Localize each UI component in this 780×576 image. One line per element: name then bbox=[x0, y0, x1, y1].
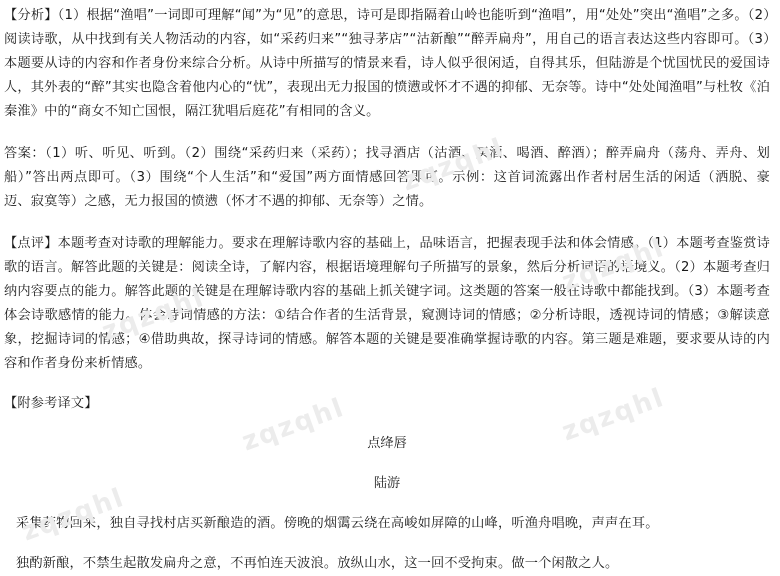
watermark: zqzqhl bbox=[98, 282, 209, 348]
spacer bbox=[4, 416, 770, 432]
spacer bbox=[4, 536, 770, 552]
watermark: zqzqhl bbox=[398, 132, 509, 198]
spacer bbox=[4, 214, 770, 232]
watermark: zqzqhl bbox=[558, 232, 669, 298]
poem-author: 陆游 bbox=[373, 476, 401, 491]
translation-line-1: 采集药物回来，独自寻找村店买新酿造的酒。傍晚的烟霭云绕在高峻如屏障的山峰，听渔舟唱晚，声声在耳。 bbox=[16, 516, 659, 531]
spacer bbox=[4, 456, 770, 472]
answer-paragraph: 答案：（1）听、听见、听到。（2）围绕“采药归来（采药）；找寻酒店（沽酒、买酒、喝酒、醉酒）；醉弄扁舟（荡舟、弄舟、划船）”答出两点即可。（3）围绕“个人生活”和“爱国”两方面情感回答即可。示例：这首词流露出作者村居生活的闲适（洒脱、豪迈、寂寞等）之感，无力报国的愤懑（怀才不遇的抑郁、无奈等）之情。 bbox=[4, 146, 770, 209]
spacer bbox=[4, 124, 770, 142]
translation-header: 【附参考译文】 bbox=[4, 396, 98, 411]
analysis-paragraph: 【分析】（1）根据“渔唱”一词即可理解“闻”为“见”的意思，诗可是即指隔着山岭也能听到“渔唱”，用“处处”突出“渔唱”之多。（2）阅读诗歌，从中找到有关人物活动的内容，如“采药归来”“独寻茅店”“沽新酿”“醉弄扁舟”，用自己的语言表达这些内容即可。（3）本题要从诗的内容和作者身份来综合分析。从诗中所描写的情景来看，诗人似乎很闲适，自得其乐，但陆游是个忧国忧民的爱国诗人，其外表的“醉”其实也隐含着他内心的“忧”，表现出无力报国的愤懑或怀才不遇的抑郁、无奈等。诗中“处处闻渔唱”与杜牧《泊秦淮》中的“商女不知亡国恨，隔江犹唱后庭花”有相同的含义。 bbox=[4, 8, 770, 119]
poem-title: 点绛唇 bbox=[367, 436, 407, 451]
watermark: zqzqhl bbox=[18, 482, 129, 548]
comment-paragraph: 【点评】本题考查对诗歌的理解能力。要求在理解诗歌内容的基础上，品味语言，把握表现手法和体会情感。（1）本题考查鉴赏诗歌的语言。解答此题的关键是：阅读全诗，了解内容，根据语境理解句子所描写的景象，然后分析词语的语境义。（2）本题考查归纳内容要点的能力。解答此题的关键是在理解诗歌内容的基础上抓关键字词。这类题的答案一般在诗歌中都能找到。（3）本题考查体会诗歌感情的能力。体会诗词情感的方法：①结合作者的生活背景，窥测诗词的情感；②分析诗眼，透视诗词的情感；③解读意象，挖掘诗词的情感；④借助典故，探寻诗词的情感。解答本题的关键是要准确掌握诗歌的内容。第三题是难题，要求要从诗的内容和作者身份来析情感。 bbox=[4, 236, 770, 371]
translation-line-2: 独酌新酿，不禁生起散发扁舟之意，不再怕连天波浪。放纵山水，这一回不受拘束。做一个闲散之人。 bbox=[16, 556, 619, 571]
watermark: zqzqhl bbox=[558, 382, 669, 448]
watermark: zqzqhl bbox=[238, 392, 349, 458]
spacer bbox=[4, 496, 770, 512]
spacer bbox=[4, 376, 770, 392]
